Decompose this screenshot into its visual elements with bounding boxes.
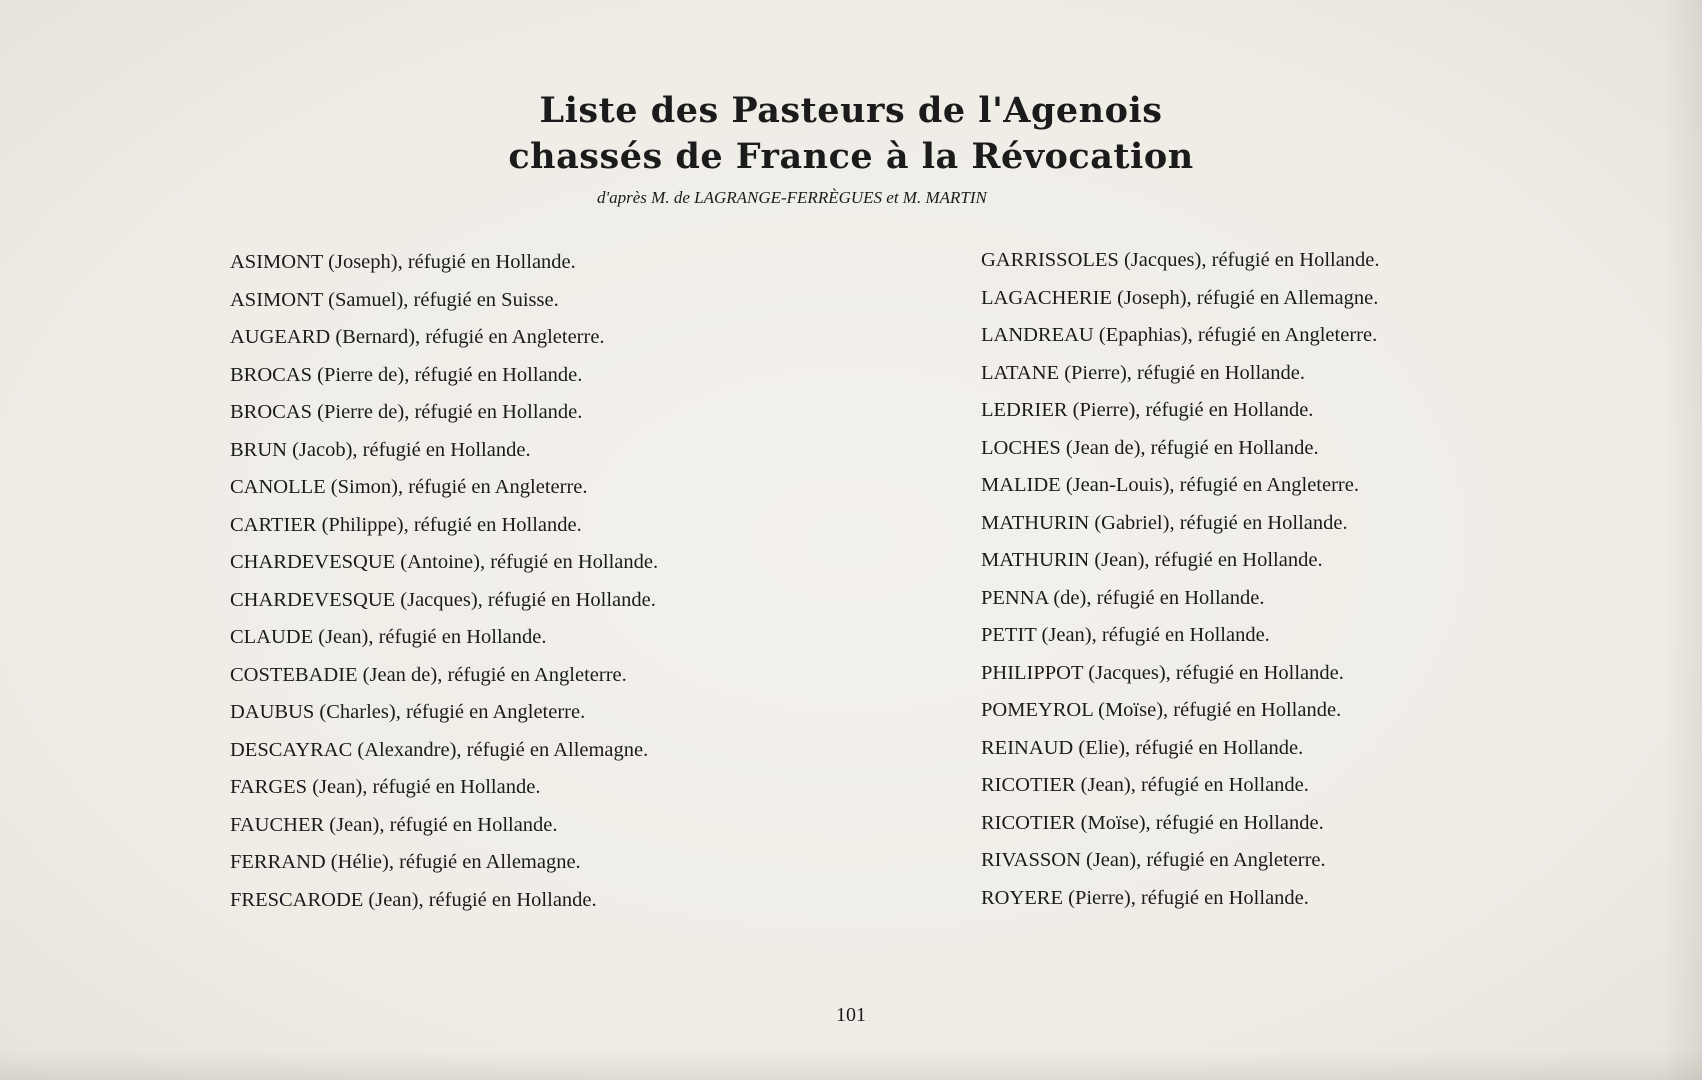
list-item: FRESCARODE (Jean), réfugié en Hollande. (230, 888, 597, 911)
list-item: REINAUD (Elie), réfugié en Hollande. (981, 736, 1304, 759)
list-item: ASIMONT (Samuel), réfugié en Suisse. (230, 288, 559, 311)
list-item: LEDRIER (Pierre), réfugié en Hollande. (981, 399, 1314, 421)
list-item: FARGES (Jean), réfugié en Hollande. (230, 776, 541, 798)
list-item: LANDREAU (Epaphias), réfugié en Angleterre. (981, 324, 1378, 346)
title-line-2: chassés de France à la Révocation (508, 136, 1194, 177)
list-item: CANOLLE (Simon), réfugié en Angleterre. (230, 476, 588, 498)
list-item: CHARDEVESQUE (Antoine), réfugié en Hollande. (230, 551, 659, 573)
list-item: BROCAS (Pierre de), réfugié en Hollande. (230, 363, 583, 386)
list-item: PHILIPPOT (Jacques), réfugié en Hollande. (981, 661, 1344, 684)
list-item: CHARDEVESQUE (Jacques), réfugié en Hollande. (230, 588, 656, 611)
title-line-1: Liste des Pasteurs de l'Agenois (539, 90, 1163, 131)
list-item: POMEYROL (Moïse), réfugié en Hollande. (981, 699, 1342, 721)
list-item: MATHURIN (Jean), réfugié en Hollande. (981, 549, 1323, 571)
list-item: DESCAYRAC (Alexandre), réfugié en Allemagne. (230, 738, 649, 761)
list-item: PETIT (Jean), réfugié en Hollande. (981, 624, 1270, 646)
list-item: CARTIER (Philippe), réfugié en Hollande. (230, 513, 582, 536)
list-item: COSTEBADIE (Jean de), réfugié en Angleterre. (230, 663, 627, 686)
list-item: RICOTIER (Jean), réfugié en Hollande. (981, 774, 1309, 796)
list-item: LAGACHERIE (Joseph), réfugié en Allemagne. (981, 286, 1379, 309)
list-item: CLAUDE (Jean), réfugié en Hollande. (230, 626, 547, 648)
subtitle-attribution: d'après M. de LAGRANGE-FERRÈGUES et M. MARTIN (597, 188, 987, 207)
page-edge-shadow-bottom (0, 1050, 1702, 1080)
list-item: LOCHES (Jean de), réfugié en Hollande. (981, 436, 1319, 459)
page-number: 101 (836, 1004, 866, 1026)
list-item: MALIDE (Jean-Louis), réfugié en Angleterre. (981, 474, 1359, 496)
list-item: AUGEARD (Bernard), réfugié en Angleterre. (230, 326, 605, 348)
list-item: GARRISSOLES (Jacques), réfugié en Hollande. (981, 249, 1380, 271)
pastor-list-left-column (230, 244, 658, 919)
list-item: BRUN (Jacob), réfugié en Hollande. (230, 438, 531, 461)
list-item: DAUBUS (Charles), réfugié en Angleterre. (230, 701, 586, 723)
list-item: FERRAND (Hélie), réfugié en Allemagne. (230, 851, 581, 873)
list-item: FAUCHER (Jean), réfugié en Hollande. (230, 813, 558, 836)
list-item: BROCAS (Pierre de), réfugié en Hollande. (230, 401, 583, 423)
list-item: RIVASSON (Jean), réfugié en Angleterre. (981, 849, 1326, 871)
list-item: ROYERE (Pierre), réfugié en Hollande. (981, 886, 1309, 909)
list-item: PENNA (de), réfugié en Hollande. (981, 586, 1265, 609)
list-item: MATHURIN (Gabriel), réfugié en Hollande. (981, 511, 1348, 534)
list-item: LATANE (Pierre), réfugié en Hollande. (981, 361, 1305, 384)
list-item: RICOTIER (Moïse), réfugié en Hollande. (981, 811, 1324, 834)
pastor-list-right-column (981, 242, 1380, 917)
list-item: ASIMONT (Joseph), réfugié en Hollande. (230, 251, 576, 273)
